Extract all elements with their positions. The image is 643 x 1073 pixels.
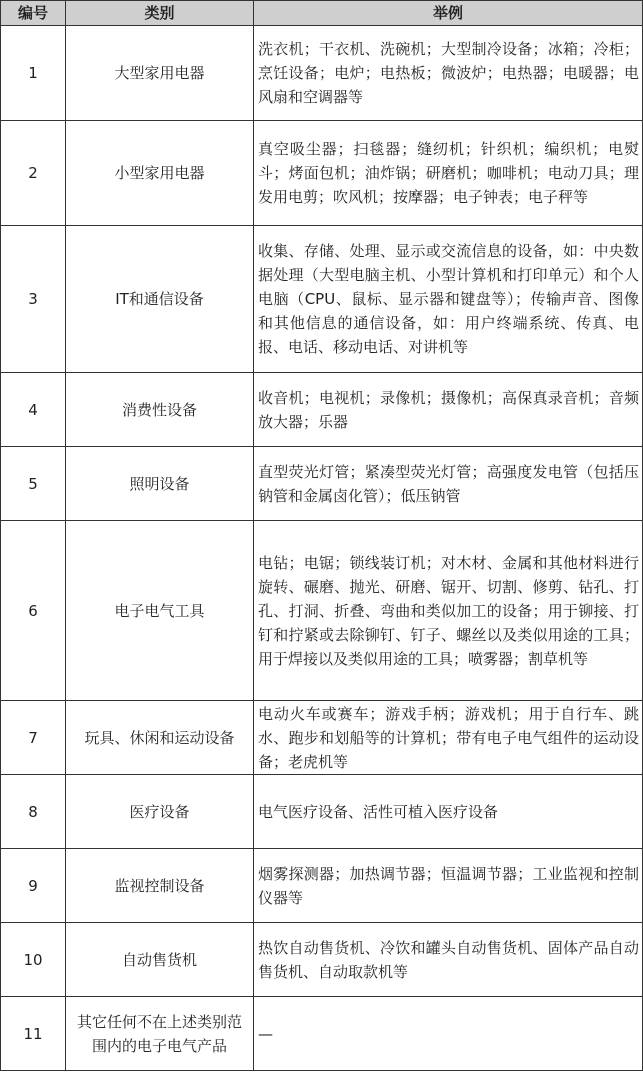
header-category: 类别 (66, 1, 254, 26)
row-examples: 直型荧光灯管；紧凑型荧光灯管；高强度发电管（包括压钠管和金属卤化管）；低压钠管 (254, 447, 643, 521)
header-number: 编号 (1, 1, 66, 26)
row-examples: 电动火车或赛车；游戏手柄；游戏机；用于自行车、跳水、跑步和划船等的计算机；带有电子电气组件的运动设备；老虎机等 (254, 701, 643, 775)
row-number: 2 (1, 121, 66, 226)
row-category: 大型家用电器 (66, 26, 254, 121)
table-row (1, 447, 643, 521)
row-category: 小型家用电器 (66, 121, 254, 226)
table-row (1, 521, 643, 701)
row-number: 8 (1, 775, 66, 849)
row-examples: 洗衣机；干衣机、洗碗机；大型制冷设备；冰箱；冷柜；烹饪设备；电炉；电热板；微波炉；电热器；电暖器；电风扇和空调器等 (254, 26, 643, 121)
row-examples: 收音机；电视机；录像机；摄像机；高保真录音机；音频放大器；乐器 (254, 373, 643, 447)
row-category: 消费性设备 (66, 373, 254, 447)
table-row (1, 923, 643, 997)
row-category: IT和通信设备 (66, 226, 254, 373)
row-category: 玩具、休闲和运动设备 (66, 701, 254, 775)
row-number: 6 (1, 521, 66, 701)
row-examples: 电钻；电锯；锁线装订机；对木材、金属和其他材料进行旋转、碾磨、抛光、研磨、锯开、切割、修剪、钻孔、打孔、打洞、折叠、弯曲和类似加工的设备；用于铆接、打钉和拧紧或去除铆钉、钉子、螺丝以及类似用途的工具；用于焊接以及类似用途的工具；喷雾器；割草机等 (254, 521, 643, 701)
row-number: 9 (1, 849, 66, 923)
row-category: 电子电气工具 (66, 521, 254, 701)
table-row (1, 701, 643, 775)
row-examples: 收集、存储、处理、显示或交流信息的设备，如：中央数据处理（大型电脑主机、小型计算机和打印单元）和个人电脑（CPU、鼠标、显示器和键盘等）；传输声音、图像和其他信息的通信设备，如：用户终端系统、传真、电报、电话、移动电话、对讲机等 (254, 226, 643, 373)
row-number: 3 (1, 226, 66, 373)
table-row (1, 373, 643, 447)
table-row (1, 26, 643, 121)
row-category: 自动售货机 (66, 923, 254, 997)
row-number: 11 (1, 997, 66, 1071)
row-number: 10 (1, 923, 66, 997)
row-category: 其它任何不在上述类别范围内的电子电气产品 (66, 997, 254, 1071)
row-examples: — (254, 997, 643, 1071)
row-number: 4 (1, 373, 66, 447)
table-row (1, 121, 643, 226)
table-row (1, 775, 643, 849)
row-number: 5 (1, 447, 66, 521)
table-row (1, 997, 643, 1071)
row-examples: 电气医疗设备、活性可植入医疗设备 (254, 775, 643, 849)
row-examples: 真空吸尘器；扫毯器；缝纫机；针织机；编织机；电熨斗；烤面包机；油炸锅；研磨机；咖啡机；电动刀具；理发用电剪；吹风机；按摩器；电子钟表；电子秤等 (254, 121, 643, 226)
header-examples: 举例 (254, 1, 643, 26)
table-row (1, 849, 643, 923)
row-examples: 热饮自动售货机、冷饮和罐头自动售货机、固体产品自动售货机、自动取款机等 (254, 923, 643, 997)
row-category: 医疗设备 (66, 775, 254, 849)
row-number: 7 (1, 701, 66, 775)
row-category: 照明设备 (66, 447, 254, 521)
table-header-row (1, 1, 643, 26)
row-number: 1 (1, 26, 66, 121)
table-row (1, 226, 643, 373)
row-examples: 烟雾探测器；加热调节器；恒温调节器；工业监视和控制仪器等 (254, 849, 643, 923)
row-category: 监视控制设备 (66, 849, 254, 923)
